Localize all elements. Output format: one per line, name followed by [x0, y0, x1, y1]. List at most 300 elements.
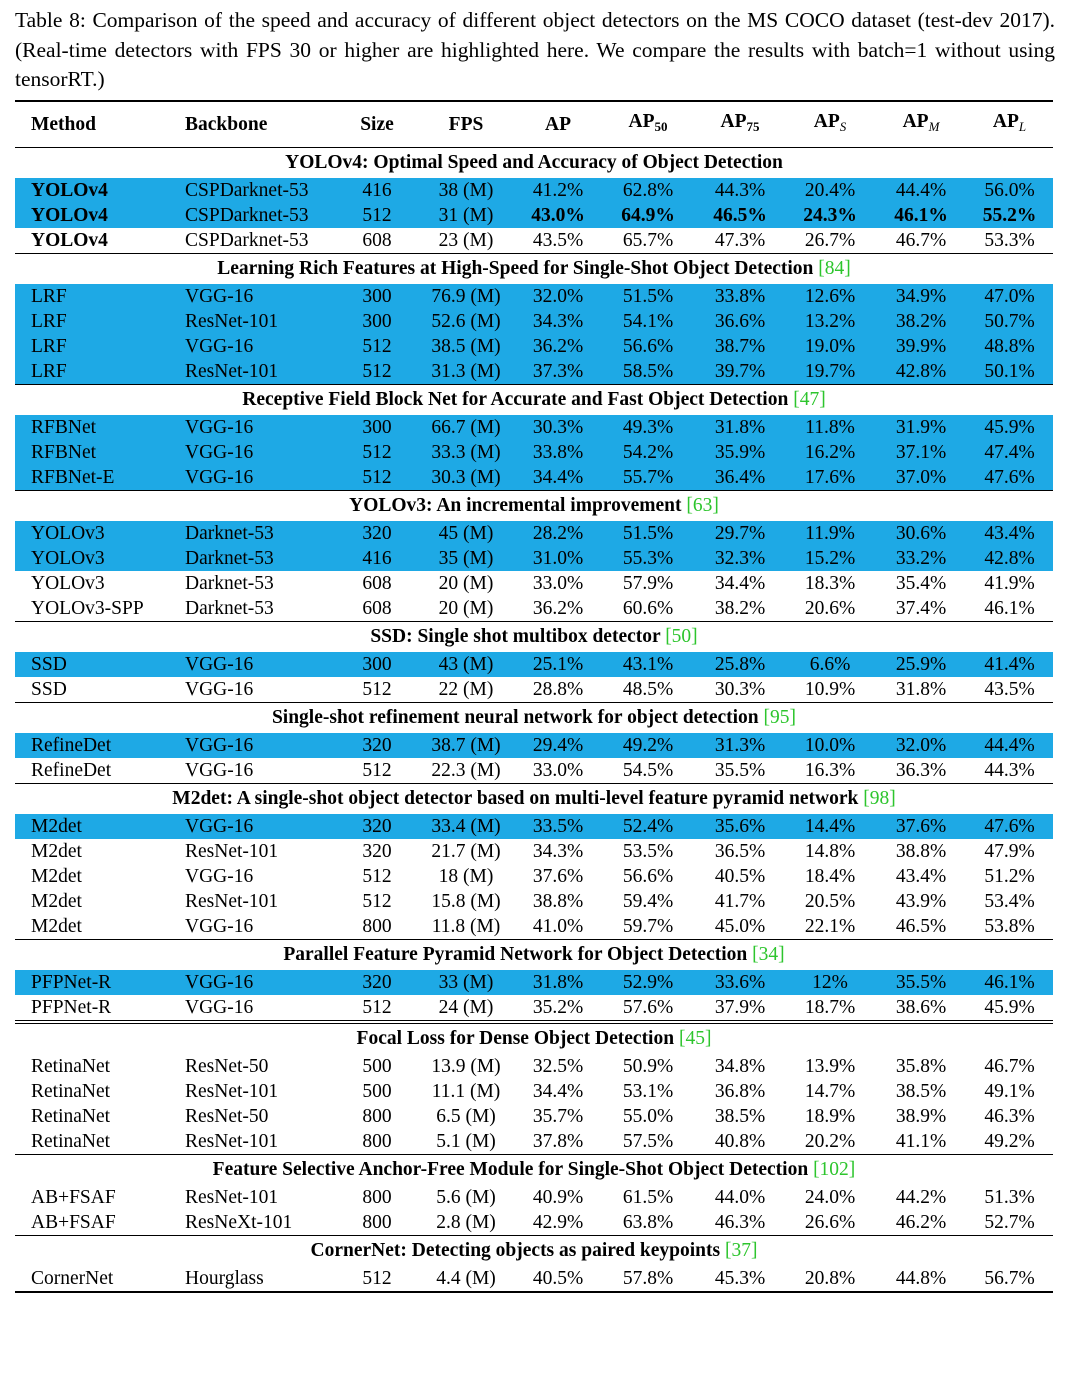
citation-link[interactable]: [50]: [665, 626, 698, 647]
cell-fps: 22 (M): [438, 679, 494, 700]
cell-ap50: 58.5%: [600, 359, 696, 385]
cell-apm: 38.6%: [895, 997, 947, 1018]
cell-fps: 24 (M): [438, 997, 494, 1018]
cell-apl: 43.4%: [966, 521, 1053, 546]
cell-ap50: 55.7%: [600, 465, 696, 491]
cell-apl: 53.8%: [984, 916, 1035, 937]
cell-aps: 20.8%: [804, 1268, 856, 1289]
cell-fps: 21.7 (M): [431, 841, 501, 862]
cell-apl: 48.8%: [966, 334, 1053, 359]
cell-apm: 44.2%: [895, 1187, 947, 1208]
cell-ap: 30.3%: [516, 415, 600, 440]
citation-link[interactable]: [45]: [678, 1028, 712, 1049]
cell-backbone: ResNet-101: [185, 1081, 279, 1102]
cell-size: 320: [338, 733, 416, 758]
cell-ap50: 63.8%: [622, 1212, 674, 1233]
cell-method: PFPNet-R: [15, 970, 170, 995]
cell-size: 800: [362, 1106, 392, 1127]
group-title-row: [15, 1022, 1053, 1054]
cell-backbone: VGG-16: [185, 679, 254, 700]
cell-ap50: 54.1%: [600, 309, 696, 334]
cell-ap75: 46.5%: [696, 203, 784, 228]
cell-apm: 31.8%: [895, 679, 947, 700]
cell-apl: 50.1%: [966, 359, 1053, 385]
cell-ap: 33.5%: [516, 814, 600, 839]
cell-backbone: Darknet-53: [185, 598, 274, 619]
table-row: [15, 415, 1053, 440]
cell-size: 500: [362, 1081, 392, 1102]
header-ap50-base: AP: [628, 111, 655, 132]
bottom-rule: [15, 1292, 1053, 1293]
cell-size: 320: [338, 814, 416, 839]
cell-size: 512: [362, 1268, 392, 1289]
cell-backbone: ResNet-50: [185, 1106, 269, 1127]
cell-backbone: VGG-16: [170, 415, 338, 440]
cell-size: 300: [338, 652, 416, 677]
citation-link[interactable]: [63]: [686, 495, 719, 516]
cell-size: 800: [362, 1212, 392, 1233]
cell-backbone: VGG-16: [185, 997, 254, 1018]
cell-apl: 55.2%: [966, 203, 1053, 228]
cell-fps: 38.5 (M): [416, 334, 516, 359]
table-row: [15, 995, 1053, 1022]
cell-ap50: 56.6%: [600, 334, 696, 359]
table-row: [15, 914, 1053, 940]
cell-ap75: 30.3%: [714, 679, 766, 700]
citation-link[interactable]: [34]: [752, 944, 785, 965]
table-row: [15, 203, 1053, 228]
table-row: [15, 758, 1053, 784]
cell-size: 800: [362, 916, 392, 937]
cell-size: 512: [338, 359, 416, 385]
cell-apm: 37.6%: [876, 814, 966, 839]
cell-aps: 22.1%: [804, 916, 856, 937]
cell-fps: 38 (M): [416, 178, 516, 203]
citation-link[interactable]: [37]: [725, 1240, 758, 1261]
cell-method: YOLOv4: [15, 203, 170, 228]
cell-size: 512: [362, 679, 392, 700]
table-caption: Table 8: Comparison of the speed and accuracy of different object detectors on the MS COCO dataset (test-dev 2017). (Real-time detectors with FPS 30 or higher are highlighted here. We compare the results with batch=1 without using tensorRT.): [15, 8, 1055, 91]
cell-ap50: 57.5%: [622, 1131, 674, 1152]
cell-fps: 22.3 (M): [431, 760, 501, 781]
group-title-text: Focal Loss for Dense Object Detection: [356, 1028, 675, 1049]
table-row: [15, 1266, 1053, 1292]
group-title-row: [15, 1236, 1053, 1267]
cell-size: 608: [362, 573, 392, 594]
cell-aps: 26.7%: [804, 230, 856, 251]
cell-ap75: 36.8%: [714, 1081, 766, 1102]
table-row: [15, 889, 1053, 914]
cell-aps: 18.3%: [804, 573, 856, 594]
cell-method: RFBNet: [15, 415, 170, 440]
cell-method: RFBNet: [15, 440, 170, 465]
cell-aps: 24.3%: [784, 203, 876, 228]
cell-size: 512: [362, 997, 392, 1018]
cell-ap: 33.0%: [532, 760, 584, 781]
table-row: [15, 839, 1053, 864]
cell-size: 320: [338, 970, 416, 995]
cell-aps: 11.8%: [784, 415, 876, 440]
cell-apm: 42.8%: [876, 359, 966, 385]
group-title-text: YOLOv4: Optimal Speed and Accuracy of Object Detection: [285, 152, 783, 173]
cell-size: 512: [338, 334, 416, 359]
cell-apm: 36.3%: [895, 760, 947, 781]
header-apm-base: AP: [902, 111, 929, 132]
cell-ap: 37.8%: [532, 1131, 584, 1152]
cell-apm: 35.4%: [895, 573, 947, 594]
cell-method: PFPNet-R: [31, 997, 112, 1018]
cell-ap75: 35.6%: [696, 814, 784, 839]
cell-aps: 18.9%: [804, 1106, 856, 1127]
cell-size: 512: [338, 465, 416, 491]
cell-ap50: 60.6%: [622, 598, 674, 619]
cell-method: RFBNet-E: [15, 465, 170, 491]
cell-size: 416: [338, 546, 416, 571]
cell-ap50: 64.9%: [600, 203, 696, 228]
cell-ap: 33.0%: [532, 573, 584, 594]
cell-ap: 43.0%: [516, 203, 600, 228]
cell-ap: 41.2%: [516, 178, 600, 203]
cell-method: YOLOv3: [31, 573, 105, 594]
group-title: [15, 148, 1053, 179]
cell-ap50: 51.5%: [600, 521, 696, 546]
group-title-row: [15, 703, 1053, 734]
cell-apm: 46.5%: [895, 916, 947, 937]
group-title-text: Receptive Field Block Net for Accurate and Fast Object Detection: [242, 389, 789, 410]
cell-ap50: 61.5%: [622, 1187, 674, 1208]
cell-backbone: Darknet-53: [170, 521, 338, 546]
cell-fps: 33.4 (M): [416, 814, 516, 839]
table-row: [15, 284, 1053, 309]
cell-ap50: 53.5%: [622, 841, 674, 862]
cell-aps: 17.6%: [784, 465, 876, 491]
cell-apl: 44.3%: [984, 760, 1035, 781]
cell-method: SSD: [15, 652, 170, 677]
cell-size: 300: [338, 284, 416, 309]
header-apm-sub: M: [928, 119, 940, 134]
cell-ap75: 33.8%: [696, 284, 784, 309]
cell-ap75: 35.5%: [714, 760, 766, 781]
table-row: [15, 228, 1053, 254]
group-title: [15, 784, 1053, 815]
cell-ap50: 52.9%: [600, 970, 696, 995]
cell-backbone: VGG-16: [170, 284, 338, 309]
cell-apm: 41.1%: [895, 1131, 947, 1152]
table-row: [15, 677, 1053, 703]
cell-fps: 4.4 (M): [436, 1268, 496, 1289]
table-row: [15, 309, 1053, 334]
cell-backbone: VGG-16: [170, 465, 338, 491]
header-size: Size: [338, 102, 416, 148]
cell-apl: 52.7%: [984, 1212, 1035, 1233]
cell-ap50: 55.0%: [622, 1106, 674, 1127]
cell-ap: 38.8%: [532, 891, 584, 912]
cell-method: YOLOv3-SPP: [31, 598, 144, 619]
cell-apl: 47.4%: [966, 440, 1053, 465]
table-row: [15, 814, 1053, 839]
cell-apm: 46.1%: [876, 203, 966, 228]
table-row: [15, 1079, 1053, 1104]
cell-fps: 20 (M): [438, 573, 494, 594]
cell-method: YOLOv3: [15, 546, 170, 571]
cell-apl: 53.4%: [984, 891, 1035, 912]
cell-fps: 13.9 (M): [431, 1056, 501, 1077]
cell-method: LRF: [15, 309, 170, 334]
header-apl-sub: L: [1018, 119, 1027, 134]
cell-fps: 6.5 (M): [436, 1106, 496, 1127]
table-header: [15, 101, 1053, 148]
cell-ap50: 57.6%: [622, 997, 674, 1018]
cell-fps: 30.3 (M): [416, 465, 516, 491]
citation-link[interactable]: [47]: [793, 389, 826, 410]
group-title-row: [15, 385, 1053, 416]
cell-apm: 32.0%: [876, 733, 966, 758]
cell-size: 320: [338, 521, 416, 546]
cell-ap: 37.3%: [516, 359, 600, 385]
cell-apl: 53.3%: [984, 230, 1035, 251]
table-row: [15, 465, 1053, 491]
cell-apl: 56.7%: [984, 1268, 1035, 1289]
cell-ap75: 44.3%: [696, 178, 784, 203]
cell-aps: 19.0%: [784, 334, 876, 359]
cell-apl: 46.1%: [966, 970, 1053, 995]
cell-ap50: 62.8%: [600, 178, 696, 203]
cell-aps: 16.2%: [784, 440, 876, 465]
cell-fps: 31 (M): [416, 203, 516, 228]
cell-ap: 36.2%: [516, 334, 600, 359]
group-title-row: [15, 148, 1053, 179]
cell-apl: 41.9%: [984, 573, 1035, 594]
cell-apl: 49.2%: [984, 1131, 1035, 1152]
cell-apm: 38.9%: [895, 1106, 947, 1127]
cell-ap75: 38.5%: [714, 1106, 766, 1127]
cell-ap50: 59.7%: [622, 916, 674, 937]
cell-apm: 38.5%: [895, 1081, 947, 1102]
citation-link[interactable]: [95]: [763, 707, 797, 728]
cell-aps: 10.0%: [784, 733, 876, 758]
cell-ap: 40.5%: [532, 1268, 584, 1289]
cell-ap50: 53.1%: [622, 1081, 674, 1102]
cell-aps: 15.2%: [784, 546, 876, 571]
cell-ap75: 34.8%: [714, 1056, 766, 1077]
cell-apm: 43.4%: [895, 866, 947, 887]
cell-ap75: 31.3%: [696, 733, 784, 758]
cell-apl: 41.4%: [966, 652, 1053, 677]
group-title-text: Parallel Feature Pyramid Network for Object Detection: [283, 944, 748, 965]
cell-method: RetinaNet: [31, 1131, 111, 1152]
citation-link[interactable]: [98]: [863, 788, 896, 809]
header-ap: AP: [516, 102, 600, 148]
cell-fps: 31.3 (M): [416, 359, 516, 385]
cell-ap: 35.7%: [532, 1106, 584, 1127]
cell-ap50: 50.9%: [622, 1056, 674, 1077]
cell-ap75: 33.6%: [696, 970, 784, 995]
cell-ap: 33.8%: [516, 440, 600, 465]
cell-method: RefineDet: [15, 733, 170, 758]
cell-size: 800: [362, 1187, 392, 1208]
cell-method: YOLOv4: [15, 178, 170, 203]
cell-size: 800: [362, 1131, 392, 1152]
cell-ap75: 45.3%: [714, 1268, 766, 1289]
cell-apm: 31.9%: [876, 415, 966, 440]
cell-aps: 26.6%: [804, 1212, 856, 1233]
citation-link[interactable]: [84]: [818, 258, 851, 279]
cell-ap75: 32.3%: [696, 546, 784, 571]
cell-aps: 20.6%: [804, 598, 856, 619]
cell-ap75: 36.6%: [696, 309, 784, 334]
cell-ap75: 40.5%: [714, 866, 766, 887]
cell-method: RetinaNet: [31, 1081, 111, 1102]
cell-apl: 45.9%: [966, 415, 1053, 440]
cell-method: M2det: [15, 814, 170, 839]
cell-ap75: 39.7%: [696, 359, 784, 385]
cell-ap75: 40.8%: [714, 1131, 766, 1152]
cell-backbone: VGG-16: [185, 760, 254, 781]
cell-ap75: 36.4%: [696, 465, 784, 491]
cell-backbone: VGG-16: [170, 970, 338, 995]
cell-apl: 42.8%: [966, 546, 1053, 571]
cell-aps: 11.9%: [784, 521, 876, 546]
cell-backbone: Darknet-53: [185, 573, 274, 594]
group-title-text: Learning Rich Features at High-Speed for Single-Shot Object Detection: [217, 258, 814, 279]
cell-aps: 14.4%: [784, 814, 876, 839]
group-title-text: M2det: A single-shot object detector based on multi-level feature pyramid network: [172, 788, 859, 809]
cell-method: RetinaNet: [31, 1056, 111, 1077]
cell-backbone: ResNet-101: [185, 1131, 279, 1152]
cell-aps: 20.2%: [804, 1131, 856, 1152]
cell-apl: 46.7%: [984, 1056, 1035, 1077]
cell-fps: 76.9 (M): [416, 284, 516, 309]
table-row: [15, 546, 1053, 571]
group-title: [15, 1022, 1053, 1054]
group-title: [15, 703, 1053, 734]
cell-fps: 15.8 (M): [431, 891, 501, 912]
cell-apm: 33.2%: [876, 546, 966, 571]
cell-apl: 45.9%: [984, 997, 1035, 1018]
cell-backbone: VGG-16: [185, 866, 254, 887]
table-row: [15, 359, 1053, 385]
header-ap75-base: AP: [720, 111, 747, 132]
group-title-row: [15, 1155, 1053, 1186]
cell-ap75: 38.7%: [696, 334, 784, 359]
cell-apm: 37.0%: [876, 465, 966, 491]
cell-backbone: ResNet-101: [185, 841, 279, 862]
cell-ap50: 43.1%: [600, 652, 696, 677]
cell-ap75: 44.0%: [714, 1187, 766, 1208]
cell-ap50: 65.7%: [622, 230, 674, 251]
cell-aps: 18.4%: [804, 866, 856, 887]
cell-ap50: 57.9%: [622, 573, 674, 594]
cell-ap75: 31.8%: [696, 415, 784, 440]
group-title: [15, 491, 1053, 522]
group-title: [15, 940, 1053, 971]
group-title: [15, 385, 1053, 416]
cell-ap75: 29.7%: [696, 521, 784, 546]
group-title-text: SSD: Single shot multibox detector: [370, 626, 661, 647]
table-row: [15, 1054, 1053, 1079]
table-row: [15, 1210, 1053, 1236]
cell-apl: 44.4%: [966, 733, 1053, 758]
header-aps-sub: S: [839, 119, 847, 134]
cell-method: CornerNet: [31, 1268, 114, 1289]
citation-link[interactable]: [102]: [813, 1159, 856, 1180]
cell-ap75: 25.8%: [696, 652, 784, 677]
cell-apl: 47.6%: [966, 465, 1053, 491]
cell-fps: 11.8 (M): [431, 916, 501, 937]
cell-size: 512: [338, 440, 416, 465]
cell-method: LRF: [15, 334, 170, 359]
cell-method: YOLOv3: [15, 521, 170, 546]
cell-method: YOLOv4: [31, 230, 108, 251]
cell-fps: 5.6 (M): [436, 1187, 496, 1208]
cell-ap75: 45.0%: [714, 916, 766, 937]
cell-ap: 42.9%: [532, 1212, 584, 1233]
cell-ap: 34.3%: [516, 309, 600, 334]
cell-backbone: VGG-16: [170, 652, 338, 677]
cell-backbone: ResNeXt-101: [185, 1212, 293, 1233]
cell-aps: 24.0%: [804, 1187, 856, 1208]
group-title-row: [15, 784, 1053, 815]
cell-backbone: VGG-16: [170, 440, 338, 465]
cell-fps: 33 (M): [416, 970, 516, 995]
group-title-text: Feature Selective Anchor-Free Module for Single-Shot Object Detection: [212, 1159, 809, 1180]
header-ap50-sub: 50: [654, 119, 668, 134]
table-row: [15, 1185, 1053, 1210]
group-title: [15, 254, 1053, 285]
cell-apm: 30.6%: [876, 521, 966, 546]
cell-ap: 37.6%: [532, 866, 584, 887]
cell-ap50: 54.2%: [600, 440, 696, 465]
cell-apl: 47.0%: [966, 284, 1053, 309]
cell-backbone: ResNet-50: [185, 1056, 269, 1077]
cell-size: 300: [338, 415, 416, 440]
cell-size: 512: [362, 866, 392, 887]
cell-size: 300: [338, 309, 416, 334]
cell-size: 608: [362, 230, 392, 251]
cell-apm: 25.9%: [876, 652, 966, 677]
group-title-row: [15, 940, 1053, 971]
cell-method: M2det: [31, 916, 82, 937]
group-title: [15, 1236, 1053, 1267]
cell-ap50: 55.3%: [600, 546, 696, 571]
cell-size: 320: [362, 841, 392, 862]
header-apl-base: AP: [992, 111, 1019, 132]
cell-apl: 49.1%: [984, 1081, 1035, 1102]
cell-method: M2det: [31, 866, 82, 887]
cell-ap75: 38.2%: [714, 598, 766, 619]
table-row: [15, 334, 1053, 359]
cell-aps: 19.7%: [784, 359, 876, 385]
group-title-text: CornerNet: Detecting objects as paired keypoints: [310, 1240, 721, 1261]
header-method: Method: [15, 102, 170, 148]
cell-apm: 38.2%: [876, 309, 966, 334]
cell-backbone: ResNet-101: [170, 359, 338, 385]
cell-size: 416: [338, 178, 416, 203]
cell-fps: 23 (M): [438, 230, 494, 251]
table-row: [15, 571, 1053, 596]
cell-ap: 41.0%: [532, 916, 584, 937]
cell-ap: 32.0%: [516, 284, 600, 309]
group-title-text: Single-shot refinement neural network for object detection: [271, 707, 759, 728]
cell-apm: 34.9%: [876, 284, 966, 309]
header-ap50: [600, 102, 696, 148]
header-ap75: [696, 102, 784, 148]
table-row: [15, 652, 1053, 677]
cell-aps: 14.8%: [804, 841, 856, 862]
group-title: [15, 622, 1053, 653]
header-apl: [966, 102, 1053, 148]
cell-ap: 43.5%: [532, 230, 584, 251]
